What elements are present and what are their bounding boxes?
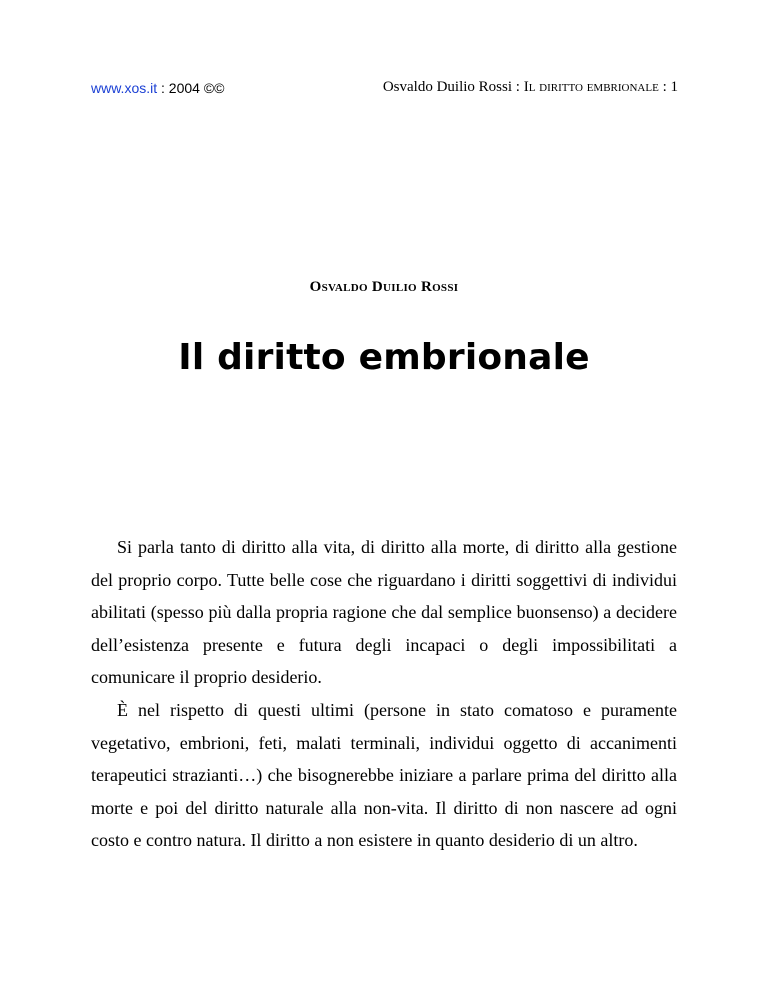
header-doc-title: Il diritto embrionale [523,79,659,95]
header-year-copyright: : 2004 ©© [157,80,225,96]
paragraph: Si parla tanto di diritto alla vita, di diritto alla morte, di diritto alla gestione del proprio corpo. Tutte belle cose che riguardano i diritti soggettivi di individui abilitati (spesso più dalla propria ragione che dal semplice buonsenso) a decidere dell’esistenza presente e futura degli incapaci o degli impossibilitati a comunicare il proprio desiderio. [91,537,677,688]
document-title: Il diritto embrionale [178,337,590,378]
author-name: Osvaldo Duilio Rossi [309,279,459,295]
body-text [91,531,677,857]
page-number: : 1 [658,79,678,95]
page-header-left [91,80,224,96]
page-header-right [383,79,678,96]
paragraph: È nel rispetto di questi ultimi (persone in stato comatoso e puramente vegetativo, embrioni, feti, malati terminali, individui oggetto di accanimenti terapeutici strazianti…) che bisognerebbe iniziare a parlare prima del diritto alla morte e poi del diritto naturale alla non-vita. Il diritto di non nascere ad ogni costo e contro natura. Il diritto a non esistere in quanto desiderio di un altro. [91,699,677,851]
header-author: Osvaldo Duilio Rossi : [382,79,524,95]
site-link[interactable]: www.xos.it [91,80,158,96]
